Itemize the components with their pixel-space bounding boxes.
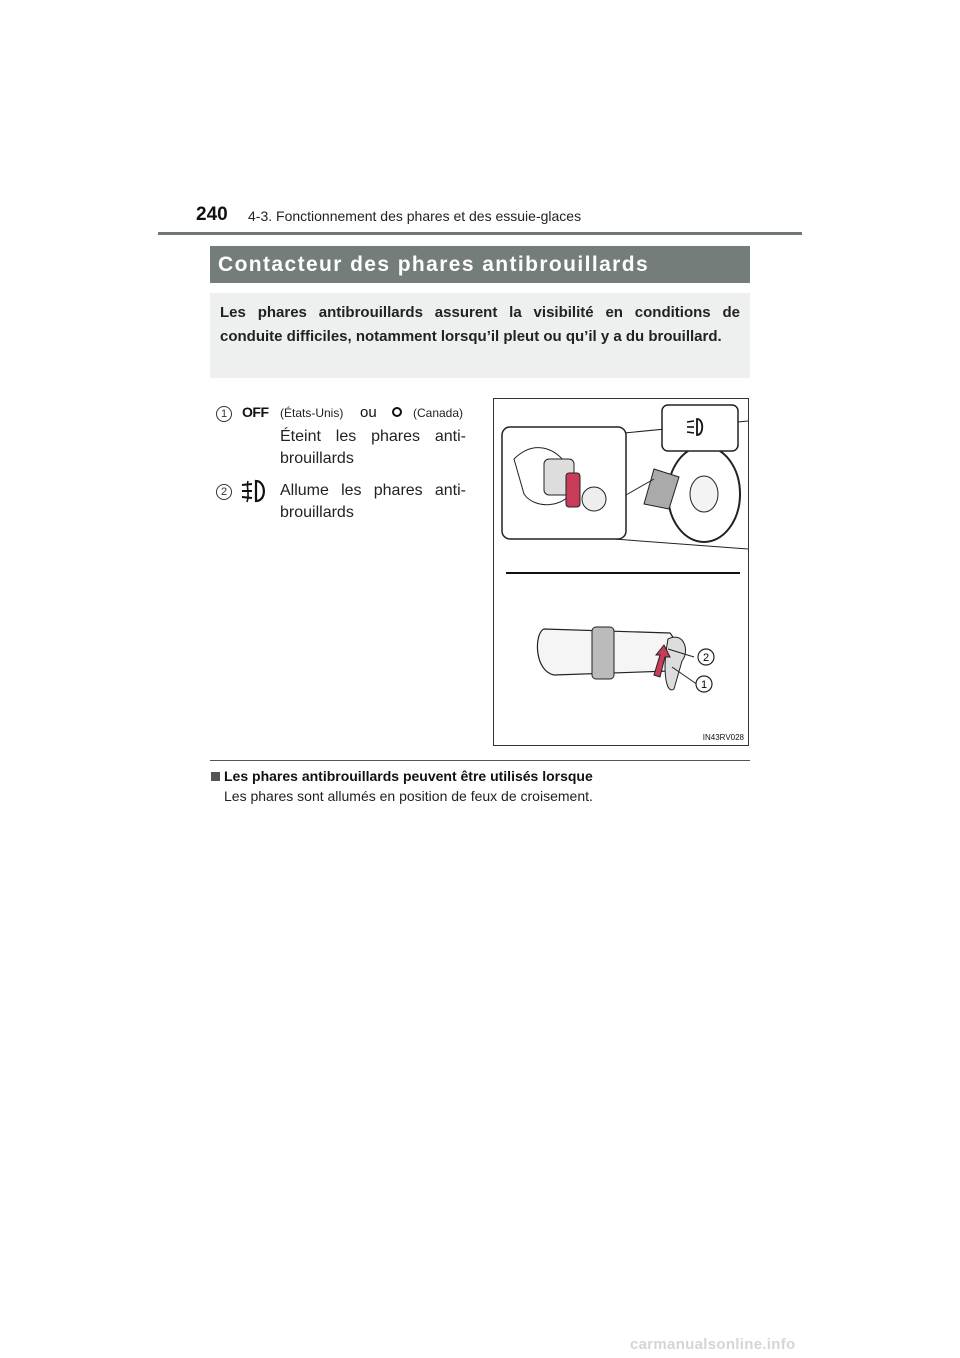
callout-2: 2 — [702, 652, 710, 664]
item-1 — [216, 402, 468, 472]
header-rule — [158, 232, 802, 235]
intro-box: Les phares antibrouillards assurent la visibilité en conditions de conduite difficiles, notamment lorsqu’il pleut ou qu’il y a du brouillard. — [210, 293, 750, 378]
region-canada: (Canada) — [413, 406, 464, 420]
figure-code: IN43RV028 — [702, 733, 744, 742]
note-title — [211, 768, 593, 784]
illustration-drawing — [494, 399, 748, 745]
item-number-2: 2 — [216, 482, 232, 500]
region-usa: (États-Unis) — [280, 406, 344, 420]
watermark: carmanualsonline.info — [630, 1336, 796, 1353]
page-number: 240 — [196, 204, 228, 225]
note-separator — [210, 760, 750, 761]
section-title: Contacteur des phares antibrouillards — [210, 246, 750, 283]
item-number-1: 1 — [216, 404, 232, 422]
chapter-title: 4-3. Fonctionnement des phares et des essuie-glaces — [248, 208, 582, 224]
fog-switch-illustration — [493, 398, 749, 746]
off-circle-icon — [391, 405, 403, 423]
callout-1: 1 — [700, 679, 708, 691]
off-text-icon: OFF — [242, 404, 269, 420]
note-body: Les phares sont allumés en position de feux de croisement. — [224, 788, 593, 804]
note-title-text: Les phares antibrouillards peuvent être utilisés lorsque — [224, 768, 593, 784]
or-text: ou — [360, 404, 377, 421]
item-2 — [216, 478, 468, 530]
item-2-description: Allume les phares anti-brouillards — [280, 482, 466, 521]
square-bullet-icon — [211, 772, 220, 781]
front-fog-light-icon — [240, 478, 270, 509]
item-1-description: Éteint les phares anti-brouillards — [280, 428, 466, 467]
